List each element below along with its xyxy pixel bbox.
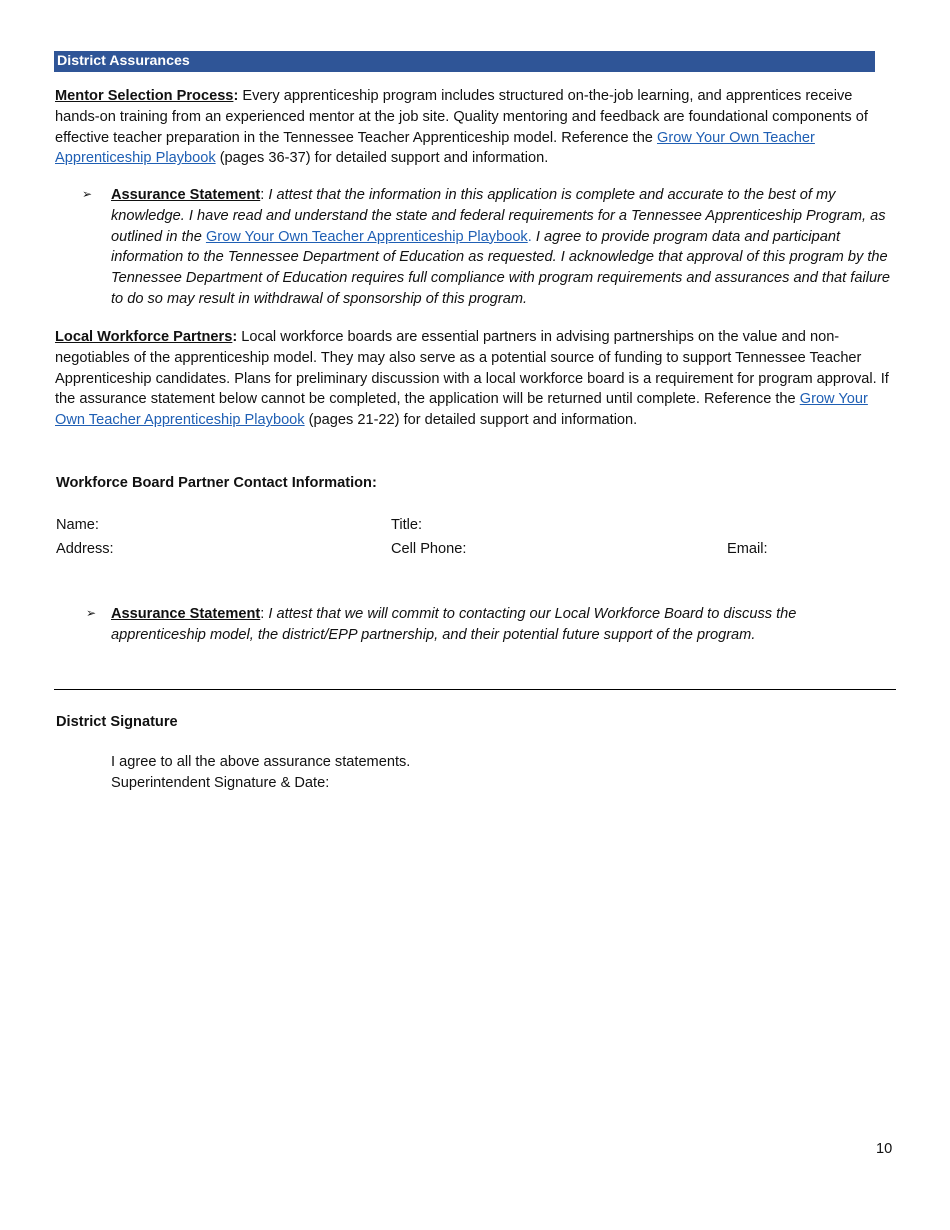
agree-statement: I agree to all the above assurance statements. — [111, 754, 411, 770]
contact-info-heading: Workforce Board Partner Contact Information: — [56, 475, 377, 491]
mentor-selection-text: Every apprenticeship program includes structured on-the-job learning, and apprentices receive hands-on training from an experienced mentor at the job site. Quality mentoring and feedback are foundational components of effective teacher preparation in the Tennessee Teacher Apprenticeship model. Reference the — [55, 88, 868, 146]
page-number: 10 — [876, 1141, 893, 1157]
superintendent-signature-label: Superintendent Signature & Date: — [111, 775, 330, 791]
cell-phone-field-label: Cell Phone: — [391, 541, 467, 557]
assurance-colon-2: : — [260, 606, 269, 622]
district-signature-heading: District Signature — [56, 714, 178, 730]
assurance-colon-1: : — [260, 187, 269, 203]
assurance-text-2: I attest that we will commit to contacting our Local Workforce Board to discuss the apprenticeship model, the district/EPP partnership, and their potential future support of the program. — [111, 606, 797, 643]
assurance-label-1: Assurance Statement — [111, 187, 261, 203]
title-field-label: Title: — [391, 517, 423, 533]
workforce-partners-paragraph — [55, 327, 893, 431]
playbook-link-assurance[interactable]: Grow Your Own Teacher Apprenticeship Playbook — [205, 228, 528, 245]
section-title-bar — [54, 51, 875, 72]
email-field-label: Email: — [727, 541, 768, 557]
address-field-label: Address: — [56, 541, 114, 557]
workforce-partners-text: Local workforce boards are essential partners in advising partnerships on the value and non-negotiables of the apprenticeship model. They may also serve as a potential source of funding to support Tennessee Teacher Apprenticeship candidates. Plans for preliminary discussion with a local workforce board is a requirement for program approval. If the assurance statement below cannot be completed, the application will be returned until complete. Reference the — [55, 329, 889, 408]
mentor-selection-colon: : — [233, 88, 239, 104]
assurance-text-1: I attest that the information in this application is complete and accurate to the best of my knowledge. I have read and understand the state and federal requirements for a Tennessee Apprenticeship Program, as outlined in the — [111, 187, 886, 245]
mentor-selection-paragraph — [55, 86, 893, 169]
mentor-selection-text-after: (pages 36-37) for detailed support and information. — [215, 150, 549, 167]
assurance-link-period: . — [527, 228, 532, 245]
horizontal-divider — [54, 689, 896, 690]
workforce-partners-label: Local Workforce Partners — [55, 329, 233, 345]
assurance-label-2: Assurance Statement — [111, 606, 261, 622]
arrow-bullet-icon-2: ➢ — [86, 606, 97, 620]
section-title: District Assurances — [57, 53, 190, 69]
assurance-statement-1 — [111, 185, 895, 310]
playbook-link-mentor[interactable]: Grow Your Own Teacher Apprenticeship Playbook — [55, 129, 815, 167]
playbook-link-workforce[interactable]: Grow Your Own Teacher Apprenticeship Playbook — [55, 391, 868, 429]
workforce-partners-colon: : — [232, 329, 238, 345]
assurance-text-1-after: I agree to provide program data and participant information to the Tennessee Department of Education as requested. I acknowledge that approval of this program by the Tennessee Department of Education requires full compliance with program requirements and assurances and that failure to do so may result in withdrawal of sponsorship of this program. — [111, 228, 891, 307]
arrow-bullet-icon: ➢ — [82, 187, 93, 201]
workforce-partners-text-after: (pages 21-22) for detailed support and information. — [304, 412, 638, 429]
mentor-selection-label: Mentor Selection Process — [55, 88, 234, 104]
name-field-label: Name: — [56, 517, 99, 533]
assurance-statement-2 — [111, 604, 895, 646]
